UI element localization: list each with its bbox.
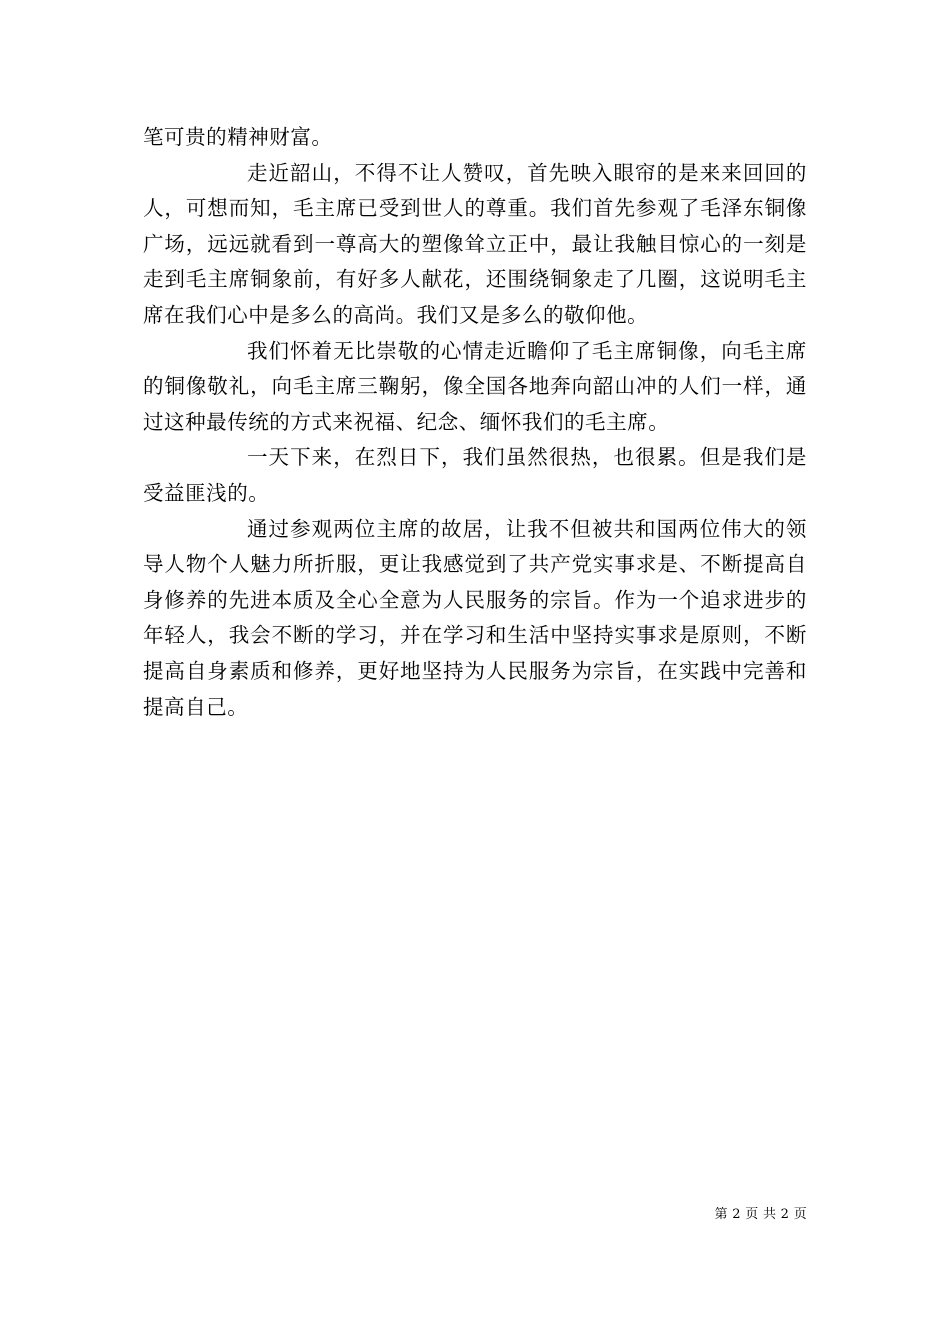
paragraph-conclusion: 通过参观两位主席的故居，让我不但被共和国两位伟大的领导人物个人魅力所折服，更让我感觉到了共产党实事求是、不断提高自身修养的先进本质及全心全意为人民服务的宗旨。作为一个追求进步的年轻人，我会不断的学习，并在学习和生活中坚持实事求是原则，不断提高自身素质和修养，更好地坚持为人民服务为宗旨，在实践中完善和提高自己。	[143, 516, 807, 719]
paragraph-shaoshan-visit: 走近韶山，不得不让人赞叹，首先映入眼帘的是来来回回的人，可想而知，毛主席已受到世人的尊重。我们首先参观了毛泽东铜像广场，远远就看到一尊高大的塑像耸立正中，最让我触目惊心的一刻是走到毛主席铜象前，有好多人献花，还围绕铜象走了几圈，这说明毛主席在我们心中是多么的高尚。我们又是多么的敬仰他。	[143, 160, 807, 327]
paragraph-statue-tribute: 我们怀着无比崇敬的心情走近瞻仰了毛主席铜像，向毛主席的铜像敬礼，向毛主席三鞠躬，像全国各地奔向韶山冲的人们一样，通过这种最传统的方式来祝福、纪念、缅怀我们的毛主席。	[143, 338, 807, 434]
page-number-footer: 第 2 页 共 2 页	[714, 1207, 807, 1222]
document-body	[143, 120, 807, 725]
paragraph-continuation: 笔可贵的精神财富。	[143, 125, 333, 149]
paragraph-day-summary: 一天下来，在烈日下，我们虽然很热，也很累。但是我们是受益匪浅的。	[143, 445, 807, 505]
